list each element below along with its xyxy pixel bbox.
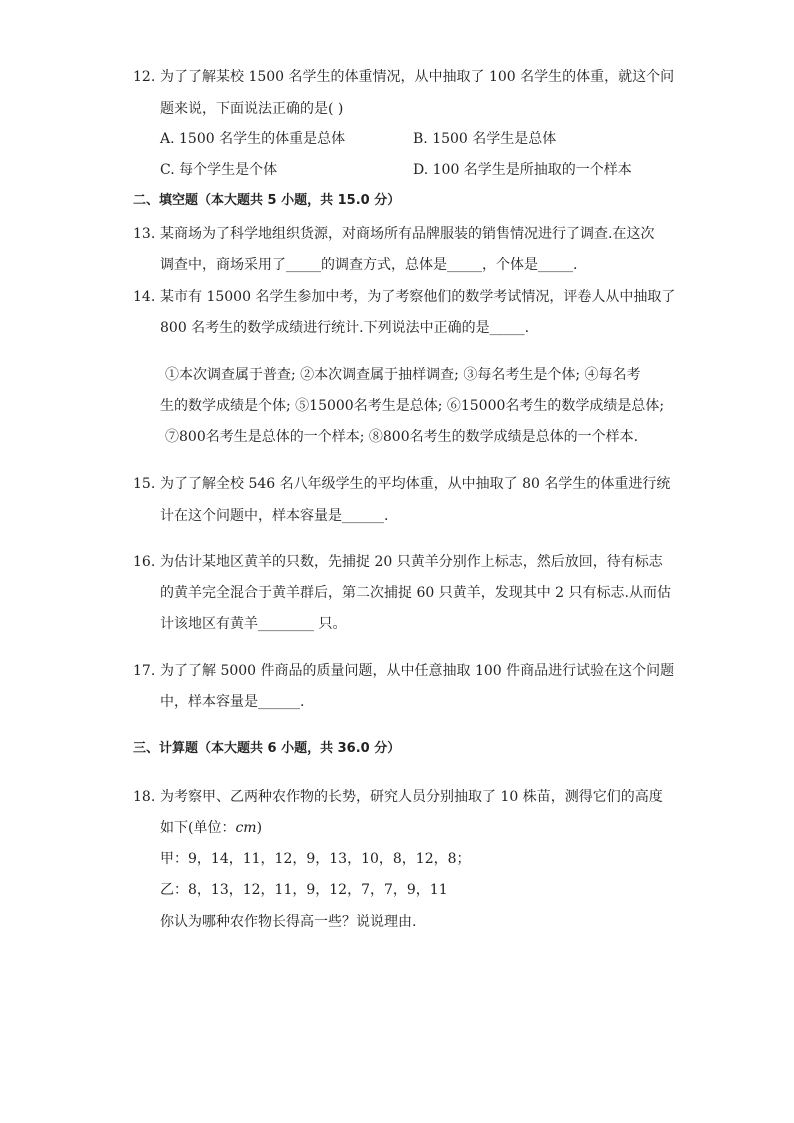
question-text-line: 为考察甲、乙两种农作物的长势，研究人员分别抽取了 10 株苗，测得它们的高度 <box>160 789 663 805</box>
question-number: 18. <box>133 789 156 805</box>
section-count: 5 <box>267 193 277 208</box>
section-prefix: 二、填空题（本大题共 <box>133 193 268 208</box>
section-suffix: 分） <box>369 741 401 756</box>
section-mid: 小题，共 <box>276 193 338 208</box>
section-count: 6 <box>267 741 277 756</box>
option-c: C. 每个学生是个体 <box>160 162 278 178</box>
question-text-line: 你认为哪种农作物长得高一些？说说理由. <box>160 914 417 930</box>
data-row-yi: 乙：8，13，12，11，9，12，7，7，9，11 <box>160 882 448 898</box>
section-score: 36.0 <box>337 741 370 756</box>
question-text-line: 800 名考生的数学成绩进行统计.下列说法中正确的是_____. <box>160 320 530 336</box>
section-suffix: 分） <box>369 193 401 208</box>
statement-line: 生的数学成绩是个体; ⑤15000名考生是总体; ⑥15000名考生的数学成绩是总体; <box>160 398 665 414</box>
section-score: 15.0 <box>337 193 370 208</box>
question-text-line: 某市有 15000 名学生参加中考，为了考察他们的数学考试情况，评卷人从中抽取了 <box>160 289 676 305</box>
question-number: 16. <box>133 554 156 570</box>
section-heading-fill-in <box>133 192 400 210</box>
question-number: 13. <box>133 226 156 242</box>
question-text-line: 题来说，下面说法正确的是( ) <box>160 101 344 117</box>
question-text-line: 某商场为了科学地组织货源，对商场所有品牌服装的销售情况进行了调查.在这次 <box>160 226 655 242</box>
question-text-line: 计该地区有黄羊________ 只。 <box>160 616 347 632</box>
unit-cm: cm <box>235 820 257 836</box>
question-text-line: 为了了解某校 1500 名学生的体重情况，从中抽取了 100 名学生的体重，就这个问 <box>160 69 675 85</box>
question-text-line: 的黄羊完全混合于黄羊群后，第二次捕捉 60 只黄羊，发现其中 2 只有标志.从而估 <box>160 585 671 601</box>
option-b: B. 1500 名学生是总体 <box>413 131 557 147</box>
statement-line: ⑦800名考生是总体的一个样本; ⑧800名考生的数学成绩是总体的一个样本. <box>165 429 639 445</box>
section-heading-calculation <box>133 740 400 758</box>
unit-suffix: ) <box>256 820 263 836</box>
question-text-line: 调查中，商场采用了_____的调查方式，总体是_____，个体是_____. <box>160 257 578 273</box>
question-text-line: 为估计某地区黄羊的只数，先捕捉 20 只黄羊分别作上标志，然后放回，待有标志 <box>160 554 663 570</box>
question-number: 14. <box>133 289 156 305</box>
section-prefix: 三、计算题（本大题共 <box>133 741 268 756</box>
question-text-line: 计在这个问题中，样本容量是______. <box>160 508 389 524</box>
section-mid: 小题，共 <box>276 741 338 756</box>
option-a: A. 1500 名学生的体重是总体 <box>160 131 346 147</box>
unit-prefix: 如下(单位： <box>160 820 236 836</box>
question-text-line: 为了了解 5000 件商品的质量问题，从中任意抽取 100 件商品进行试验在这个问题 <box>160 663 675 679</box>
option-d: D. 100 名学生是所抽取的一个样本 <box>413 162 632 178</box>
question-text-line: 为了了解全校 546 名八年级学生的平均体重，从中抽取了 80 名学生的体重进行统 <box>160 476 671 492</box>
question-number: 12. <box>133 69 156 85</box>
question-text-line: 中，样本容量是______. <box>160 694 305 710</box>
question-number: 15. <box>133 476 156 492</box>
question-text-line <box>160 819 262 837</box>
question-number: 17. <box>133 663 156 679</box>
statement-line: ①本次调查属于普查; ②本次调查属于抽样调查; ③每名考生是个体; ④每名考 <box>165 367 641 383</box>
data-row-jia: 甲：9，14，11，12，9，13，10，8，12，8； <box>160 851 471 867</box>
